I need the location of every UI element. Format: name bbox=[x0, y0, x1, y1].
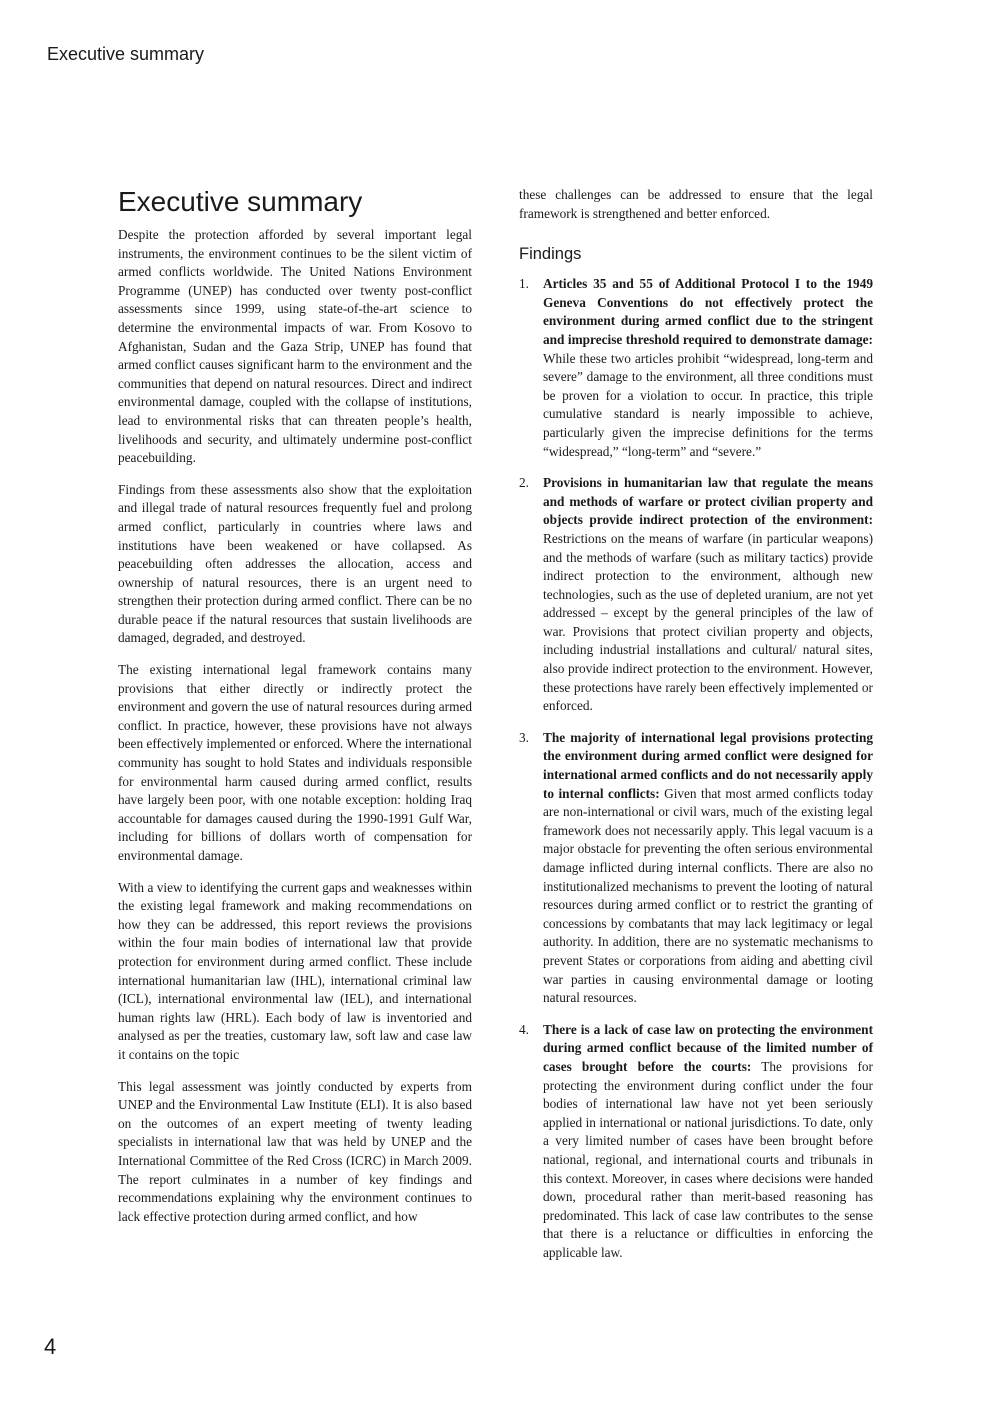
finding-number: 3. bbox=[519, 729, 529, 745]
finding-lead: There is a lack of case law on protecting the environment during armed conflict because of the limited number of cases brought before the courts: bbox=[543, 1021, 873, 1074]
finding-item bbox=[519, 1021, 873, 1263]
body-paragraph: Despite the protection afforded by several important legal instruments, the environment continues to be the silent victim of armed conflicts worldwide. The United Nations Environment Programme (UNEP) has conducted over twenty post-conflict assessments since 1999, using state-of-the-art science to determine the environmental impacts of war. From Kosovo to Afghanistan, Sudan and the Gaza Strip, UNEP has found that armed conflict causes significant harm to the environment and the communities that depend on natural resources. Direct and indirect environmental damage, coupled with the collapse of institutions, lead to environmental risks that can threaten people’s health, livelihoods and security, and ultimately undermine post-conflict peacebuilding. bbox=[118, 227, 472, 466]
finding-lead: The majority of international legal provisions protecting the environment during armed conflict were designed for international armed conflicts and do not necessarily apply to internal conflicts: bbox=[543, 729, 873, 801]
finding-item bbox=[519, 275, 873, 461]
body-paragraph: The existing international legal framework contains many provisions that either directly or indirectly protect the environment and govern the use of natural resources during armed conflict. In practice, however, these provisions have not always been effectively implemented or enforced. Where the international community has sought to hold States and individuals responsible for environmental harm caused during armed conflict, results have largely been poor, with one notable exception: holding Iraq accountable for damages caused during the 1990-1991 Gulf War, including for billions of dollars worth of compensation for environmental damage. bbox=[118, 662, 472, 863]
finding-body: Restrictions on the means of warfare (in particular weapons) and the methods of warfare (such as military tactics) provide indirect protection to the environment, although new technologies, such as the use of depleted uranium, are not yet addressed – except by the general principles of the law of war. Provisions that protect civilian property and objects, including industrial installations and cultural/ natural sites, also provide indirect protection to the environment. However, these protections have rarely been effectively implemented or enforced. bbox=[543, 530, 873, 714]
finding-lead: Articles 35 and 55 of Additional Protocol I to the 1949 Geneva Conventions do not effectively protect the environment during armed conflict due to the stringent and imprecise threshold required to demonstrate damage: bbox=[543, 276, 873, 347]
right-column bbox=[519, 186, 873, 1275]
page-number: 4 bbox=[44, 1334, 57, 1359]
finding-body: The provisions for protecting the environment during conflict under the four bodies of international law have not yet been seriously applied in international or national jurisdictions. To date, only a very limited number of cases have been brought before national, regional, and international courts and tribunals in this context. Moreover, in cases where decisions were handed down, procedural rather than merit-based reasoning has predominated. This lack of case law contributes to the sense that there is a reluctance or difficulties in enforcing the applicable law. bbox=[543, 1058, 873, 1260]
finding-number: 4. bbox=[519, 1021, 529, 1037]
running-header: Executive summary bbox=[47, 44, 205, 64]
findings-heading: Findings bbox=[519, 245, 582, 264]
finding-item bbox=[519, 729, 873, 1008]
findings-list bbox=[519, 275, 873, 1262]
finding-body: Given that most armed conflicts today are non-international or civil wars, much of the existing legal framework does not necessarily apply. This legal vacuum is a major obstacle for preventing the often serious environmental damage inflicted during internal conflicts. There are also no institutionalized mechanisms to prevent the looting of natural resources during armed conflict or to restrict the granting of concessions by combatants that may lack legitimacy or legal authority. In addition, there are no systematic mechanisms to prevent States or corporations from aiding and abetting civil war parties in causing environmental damage or looting natural resources. bbox=[543, 785, 874, 1006]
body-paragraph: This legal assessment was jointly conducted by experts from UNEP and the Environmental Law Institute (ELI). It is also based on the outcomes of an expert meeting of twenty leading specialists in international law that was held by UNEP and the International Committee of the Red Cross (ICRC) in March 2009. The report culminates in a number of key findings and recommendations explaining why the environment continues to lack effective protection during armed conflict, and how bbox=[118, 1078, 472, 1224]
finding-number: 1. bbox=[519, 276, 529, 292]
body-paragraph: these challenges can be addressed to ensure that the legal framework is strengthened and better enforced. bbox=[519, 187, 873, 221]
page-title: Executive summary bbox=[118, 186, 363, 217]
left-column bbox=[118, 186, 472, 1239]
body-paragraph: Findings from these assessments also show that the exploitation and illegal trade of natural resources frequently fuel and prolong armed conflict, particularly in countries where laws and institutions have been weakened or have collapsed. As peacebuilding often addresses the allocation, access and ownership of natural resources, there is an urgent need to strengthen their protection during armed conflict. There can be no durable peace if the natural resources that sustain livelihoods are damaged, degraded, and destroyed. bbox=[118, 481, 472, 646]
finding-body: While these two articles prohibit “widespread, long-term and severe” damage to the environment, all three conditions must be proven for a violation to occur. In practice, this triple cumulative standard is nearly impossible to achieve, particularly given the imprecise definitions for the terms “widespread,” “long-term” and “severe.” bbox=[543, 350, 873, 459]
finding-item bbox=[519, 474, 873, 716]
body-paragraph: With a view to identifying the current gaps and weaknesses within the existing legal framework and making recommendations on how they can be addressed, this report reviews the provisions within the four main bodies of international law that provide protection for environment during armed conflict. These include international humanitarian law (IHL), international criminal law (ICL), international environmental law (IEL), and international human rights law (HRL). Each body of law is inventoried and analysed as per the treaties, customary law, soft law and case law it contains on the topic bbox=[118, 879, 472, 1062]
finding-lead: Provisions in humanitarian law that regulate the means and methods of warfare or protect civilian property and objects provide indirect protection of the environment: bbox=[543, 475, 873, 528]
finding-number: 2. bbox=[519, 475, 529, 491]
